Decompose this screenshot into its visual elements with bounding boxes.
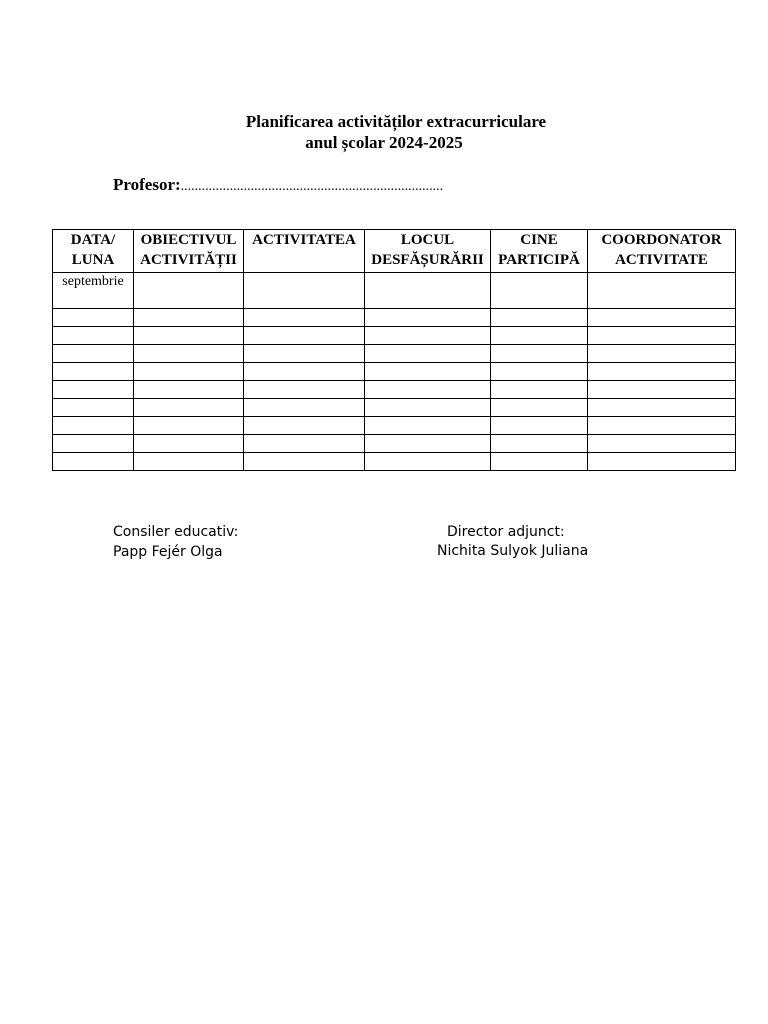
table-cell <box>53 309 134 327</box>
table-cell <box>588 273 736 309</box>
table-cell <box>491 435 588 453</box>
table-cell <box>365 399 491 417</box>
table-row <box>53 417 736 435</box>
table-cell <box>244 435 365 453</box>
signature-director-role: Director adjunct: <box>447 524 565 540</box>
header-data-luna: DATA/ LUNA <box>53 230 134 273</box>
table-cell <box>491 309 588 327</box>
table-cell <box>588 435 736 453</box>
table-cell <box>244 399 365 417</box>
table-cell <box>365 435 491 453</box>
table-row <box>53 345 736 363</box>
header-locul: LOCUL DESFĂȘURĂRII <box>365 230 491 273</box>
table-cell: septembrie <box>53 273 134 309</box>
table-cell <box>491 417 588 435</box>
table-cell <box>365 273 491 309</box>
profesor-label: Profesor: <box>113 175 181 194</box>
table-cell <box>365 417 491 435</box>
table-cell <box>244 363 365 381</box>
table-cell <box>588 417 736 435</box>
table-cell <box>244 381 365 399</box>
header-cine-participa: CINE PARTICIPĂ <box>491 230 588 273</box>
profesor-fill-dots: ........................................................................... <box>180 179 444 194</box>
table-row <box>53 435 736 453</box>
table-cell <box>134 399 244 417</box>
activities-table <box>52 229 736 471</box>
table-cell <box>244 309 365 327</box>
table-cell <box>134 435 244 453</box>
table-cell <box>53 435 134 453</box>
table-header-row <box>53 230 736 273</box>
signature-consilier <box>113 522 238 562</box>
header-coordonator: COORDONATOR ACTIVITATE <box>588 230 736 273</box>
table-cell <box>491 345 588 363</box>
table-cell <box>491 399 588 417</box>
table-cell <box>365 309 491 327</box>
header-obiectivul: OBIECTIVUL ACTIVITĂȚII <box>134 230 244 273</box>
table-cell <box>588 309 736 327</box>
table-cell <box>491 453 588 471</box>
table-cell <box>244 453 365 471</box>
signature-director-name: Nichita Sulyok Juliana <box>437 543 589 559</box>
table-cell <box>244 345 365 363</box>
table-cell <box>134 309 244 327</box>
table-cell <box>491 327 588 345</box>
table-cell <box>53 345 134 363</box>
table-cell <box>588 453 736 471</box>
table-cell <box>53 453 134 471</box>
table-cell <box>53 381 134 399</box>
profesor-line <box>113 174 443 197</box>
table-cell <box>491 363 588 381</box>
table-cell <box>134 417 244 435</box>
table-cell <box>588 345 736 363</box>
table-cell <box>134 381 244 399</box>
table-cell <box>53 417 134 435</box>
table-cell <box>53 399 134 417</box>
table-cell <box>365 381 491 399</box>
table-cell <box>134 273 244 309</box>
table-cell <box>134 327 244 345</box>
table-cell <box>53 363 134 381</box>
table-cell <box>588 381 736 399</box>
table-cell <box>244 327 365 345</box>
table-cell <box>53 327 134 345</box>
table-body <box>53 273 736 471</box>
table-cell <box>134 345 244 363</box>
table-cell <box>491 381 588 399</box>
table-cell <box>365 345 491 363</box>
table-row <box>53 453 736 471</box>
table-cell <box>588 363 736 381</box>
table-cell <box>134 363 244 381</box>
document-subtitle: anul școlar 2024-2025 <box>305 133 463 152</box>
table-cell <box>365 327 491 345</box>
table-cell <box>491 273 588 309</box>
signature-consilier-name: Papp Fejér Olga <box>113 544 223 560</box>
table-cell <box>365 363 491 381</box>
table-cell <box>244 417 365 435</box>
table-row <box>53 363 736 381</box>
table-row <box>53 381 736 399</box>
header-activitatea: ACTIVITATEA <box>244 230 365 273</box>
table-row <box>53 273 736 309</box>
table-cell <box>244 273 365 309</box>
table-row <box>53 399 736 417</box>
table-cell <box>134 453 244 471</box>
table-row <box>53 327 736 345</box>
table-cell <box>588 399 736 417</box>
document-title: Planificarea activităților extracurriculare <box>245 112 547 131</box>
table-cell <box>588 327 736 345</box>
table-cell <box>365 453 491 471</box>
table-row <box>53 309 736 327</box>
signature-consilier-role: Consiler educativ: <box>113 524 239 540</box>
